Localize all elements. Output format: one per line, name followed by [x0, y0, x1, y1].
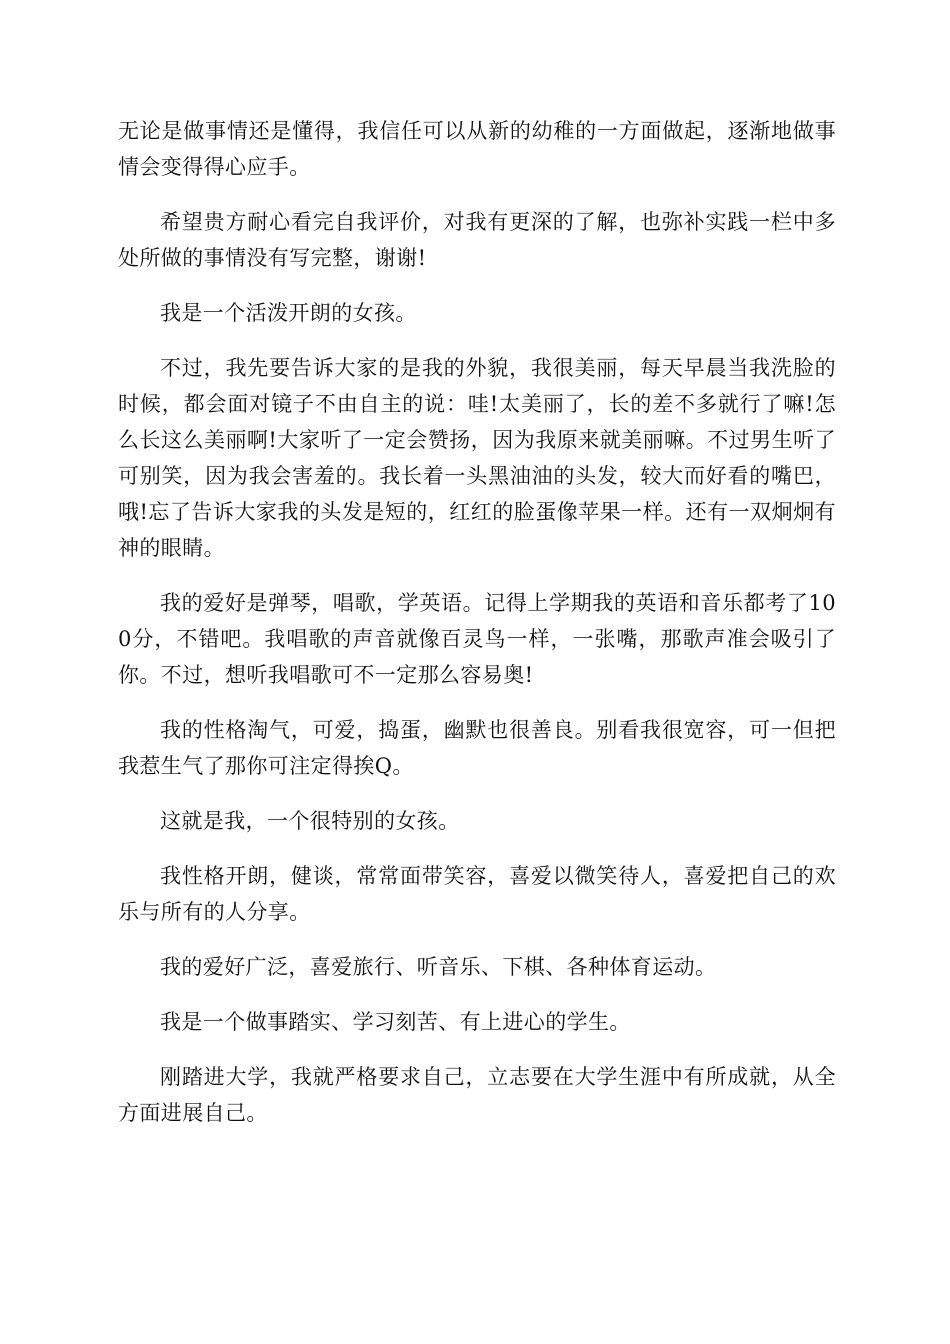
paragraph: 不过，我先要告诉大家的是我的外貌，我很美丽，每天早晨当我洗脸的时候，都会面对镜子不由自主的说：哇!太美丽了，长的差不多就行了嘛!怎么长这么美丽啊!大家听了一定会赞扬，因为我原来就美丽嘛。不过男生听了可别笑，因为我会害羞的。我长着一头黑油油的头发，较大而好看的嘴巴，哦!忘了告诉大家我的头发是短的，红红的脸蛋像苹果一样。还有一双炯炯有神的眼睛。 — [118, 356, 836, 560]
paragraph: 我是一个活泼开朗的女孩。 — [160, 301, 417, 325]
paragraph: 我的性格淘气，可爱，捣蛋，幽默也很善良。别看我很宽容，可一但把我惹生气了那你可注定得挨Q。 — [118, 718, 836, 778]
paragraph: 我的爱好广泛，喜爱旅行、听音乐、下棋、各种体育运动。 — [160, 955, 717, 979]
paragraph: 这就是我，一个很特别的女孩。 — [160, 809, 460, 833]
paragraph: 我性格开朗，健谈，常常面带笑容，喜爱以微笑待人，喜爱把自己的欢乐与所有的人分享。 — [118, 864, 836, 924]
paragraph: 我的爱好是弹琴，唱歌，学英语。记得上学期我的英语和音乐都考了100分，不错吧。我唱歌的声音就像百灵鸟一样，一张嘴，那歌声准会吸引了你。不过，想听我唱歌可不一定那么容易奥! — [118, 591, 836, 687]
paragraph-continuation: 无论是做事情还是懂得，我信任可以从新的幼稚的一方面做起，逐渐地做事情会变得得心应手。 — [118, 119, 836, 179]
document-body — [118, 113, 836, 1150]
paragraph: 我是一个做事踏实、学习刻苦、有上进心的学生。 — [160, 1010, 631, 1034]
paragraph: 刚踏进大学，我就严格要求自己，立志要在大学生涯中有所成就，从全方面进展自己。 — [118, 1065, 836, 1125]
paragraph: 希望贵方耐心看完自我评价，对我有更深的了解，也弥补实践一栏中多处所做的事情没有写完整，谢谢! — [118, 210, 836, 270]
